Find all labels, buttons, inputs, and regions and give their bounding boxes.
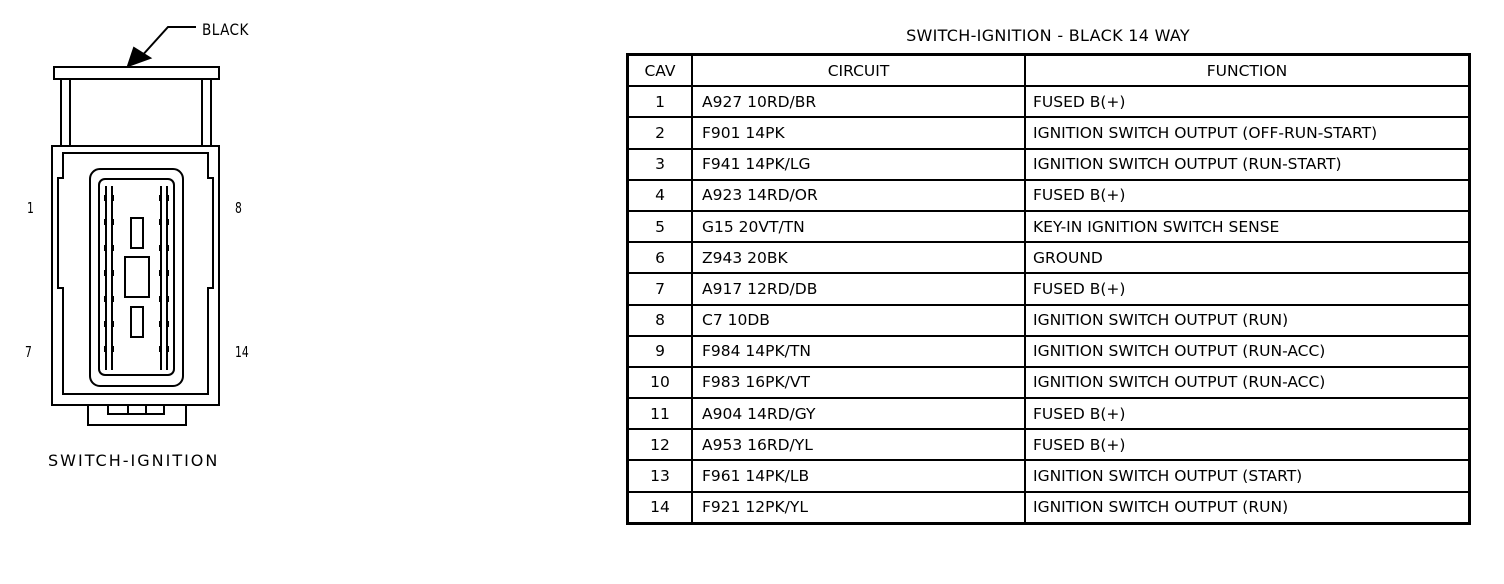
cav-cell: 6 [628,242,693,273]
cavity-block [90,169,183,386]
function-cell: FUSED B(+) [1025,180,1470,211]
cav-cell: 12 [628,429,693,460]
center-pin-bottom [131,307,143,337]
function-cell: IGNITION SWITCH OUTPUT (OFF-RUN-START) [1025,117,1470,148]
cav-cell: 14 [628,492,693,524]
connector-cap [54,67,219,79]
cav-cell: 7 [628,273,693,304]
table-row [628,492,1470,524]
circuit-cell: A953 16RD/YL [692,429,1025,460]
connector-diagram [0,0,330,584]
function-cell: IGNITION SWITCH OUTPUT (RUN-ACC) [1025,367,1470,398]
table-row [628,242,1470,273]
header-function: FUNCTION [1025,55,1470,87]
table-row [628,86,1470,117]
circuit-cell: A917 12RD/DB [692,273,1025,304]
bottom-tab [108,405,164,414]
pin-label-top-right: 8 [235,199,242,217]
table-row [628,211,1470,242]
header-circuit: CIRCUIT [692,55,1025,87]
leader-line [140,27,196,58]
pin-label-bottom-left: 7 [25,343,32,361]
cav-cell: 1 [628,86,693,117]
header-cav: CAV [628,55,693,87]
circuit-cell: G15 20VT/TN [692,211,1025,242]
circuit-cell: F941 14PK/LG [692,149,1025,180]
cav-cell: 8 [628,305,693,336]
cav-cell: 9 [628,336,693,367]
table-row [628,429,1470,460]
cav-cell: 5 [628,211,693,242]
connector-body [52,146,219,405]
circuit-cell: Z943 20BK [692,242,1025,273]
circuit-cell: F983 16PK/VT [692,367,1025,398]
cav-cell: 3 [628,149,693,180]
function-cell: FUSED B(+) [1025,398,1470,429]
circuit-cell: F921 12PK/YL [692,492,1025,524]
connector-name: SWITCH-IGNITION [48,451,220,470]
table-row [628,117,1470,148]
pinout-table-body [628,86,1470,523]
table-row [628,336,1470,367]
connector-drawing [0,0,330,584]
function-cell: KEY-IN IGNITION SWITCH SENSE [1025,211,1470,242]
circuit-cell: F901 14PK [692,117,1025,148]
pin-label-bottom-right: 14 [235,343,249,361]
table-row [628,273,1470,304]
function-cell: GROUND [1025,242,1470,273]
center-pin-top [131,218,143,248]
circuit-cell: C7 10DB [692,305,1025,336]
cav-cell: 13 [628,460,693,491]
pinout-table [626,53,1471,525]
function-cell: IGNITION SWITCH OUTPUT (RUN-START) [1025,149,1470,180]
cav-cell: 2 [628,117,693,148]
table-row [628,398,1470,429]
circuit-cell: F961 14PK/LB [692,460,1025,491]
function-cell: FUSED B(+) [1025,429,1470,460]
connector-outline [52,27,219,425]
circuit-cell: F984 14PK/TN [692,336,1025,367]
function-cell: IGNITION SWITCH OUTPUT (START) [1025,460,1470,491]
table-title: SWITCH-IGNITION - BLACK 14 WAY [906,26,1190,45]
cav-cell: 4 [628,180,693,211]
circuit-cell: A923 14RD/OR [692,180,1025,211]
center-pin-middle [125,257,149,297]
function-cell: IGNITION SWITCH OUTPUT (RUN) [1025,305,1470,336]
circuit-cell: A927 10RD/BR [692,86,1025,117]
circuit-cell: A904 14RD/GY [692,398,1025,429]
table-header-row [628,55,1470,87]
pin-label-top-left: 1 [27,199,34,217]
function-cell: IGNITION SWITCH OUTPUT (RUN-ACC) [1025,336,1470,367]
connector-color-label: BLACK [202,20,249,39]
table-row [628,305,1470,336]
cav-cell: 11 [628,398,693,429]
function-cell: FUSED B(+) [1025,86,1470,117]
table-row [628,180,1470,211]
function-cell: IGNITION SWITCH OUTPUT (RUN) [1025,492,1470,524]
table-row [628,367,1470,398]
cav-cell: 10 [628,367,693,398]
table-row [628,149,1470,180]
table-row [628,460,1470,491]
function-cell: FUSED B(+) [1025,273,1470,304]
